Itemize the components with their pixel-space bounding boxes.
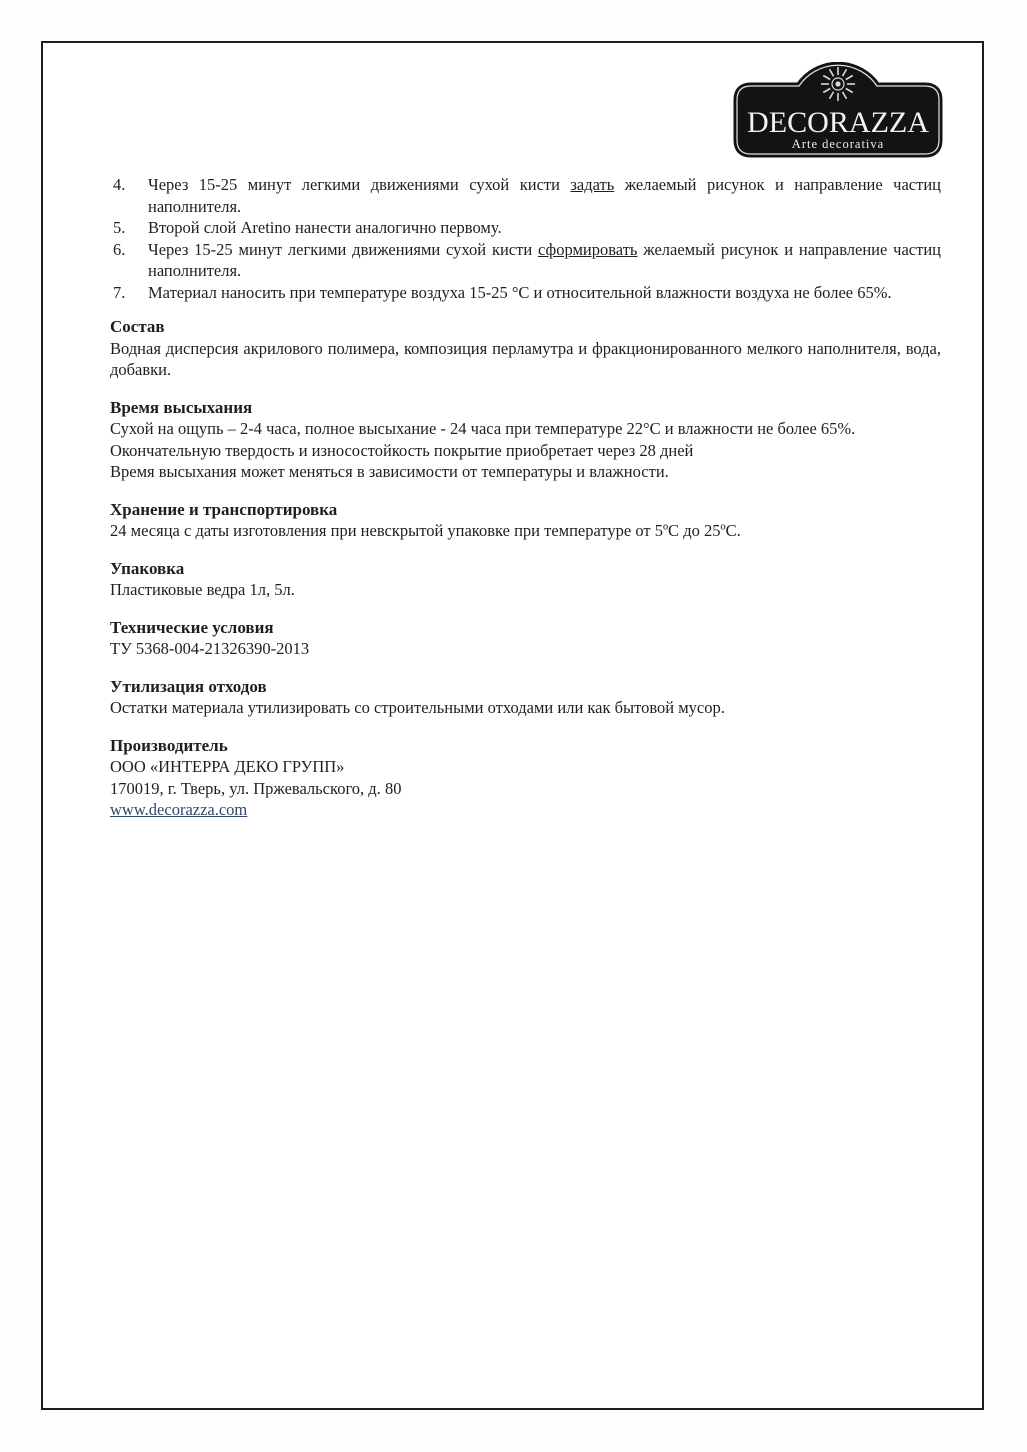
list-item-number: 6. — [113, 239, 126, 259]
sections — [110, 316, 941, 837]
section-title: Время высыхания — [110, 397, 253, 417]
text-segment: Материал наносить при температуре воздуха 15-25 °С и относительной влажности воздуха не более 65%. — [148, 282, 892, 302]
text-segment: желаемый рисунок и направление частиц наполнителя. — [148, 239, 941, 280]
section — [110, 499, 941, 542]
website-line — [110, 799, 941, 821]
section — [110, 617, 941, 660]
list-item-text — [148, 175, 941, 216]
brand-logo — [733, 62, 943, 159]
section-line: Окончательную твердость и износостойкость покрытие приобретает через 28 дней — [110, 440, 694, 460]
section-title: Упаковка — [110, 558, 185, 578]
section-title: Хранение и транспортировка — [110, 499, 338, 519]
section — [110, 558, 941, 601]
underlined-term: сформировать — [537, 239, 638, 259]
text-segment: Через 15-25 минут легкими движениями сухой кисти — [148, 175, 571, 194]
section-line: Сухой на ощупь – 2-4 часа, полное высыхание - 24 часа при температуре 22°С и влажности не более 65%. — [110, 419, 856, 438]
text-segment: Через 15-25 минут легкими движениями сухой кисти — [148, 239, 538, 259]
section-title: Технические условия — [110, 617, 274, 637]
section-line: ООО «ИНТЕРРА ДЕКО ГРУПП» — [110, 757, 345, 776]
section — [110, 397, 941, 483]
section-title: Состав — [110, 317, 165, 336]
section-line: 24 месяца с даты изготовления при невскрытой упаковке при температуре от 5ºС до 25ºС. — [110, 521, 741, 540]
list-item-number: 5. — [113, 218, 126, 237]
list-item — [110, 239, 941, 282]
section-line: Остатки материала утилизировать со строительными отходами или как бытовой мусор. — [110, 698, 725, 717]
list-item-number: 7. — [113, 282, 126, 302]
list-item — [110, 217, 941, 239]
section-line: Пластиковые ведра 1л, 5л. — [110, 580, 295, 599]
section-line: 170019, г. Тверь, ул. Пржевальского, д. 80 — [110, 778, 402, 798]
logo-brand-text: DECORAZZA — [747, 106, 930, 139]
list-item-number: 4. — [113, 175, 126, 194]
text-segment: желаемый рисунок и направление частиц наполнителя. — [148, 175, 941, 216]
section-title: Утилизация отходов — [110, 676, 267, 696]
text-segment: Второй слой Aretino нанести аналогично первому. — [148, 218, 502, 237]
list-item — [110, 282, 941, 304]
numbered-list — [110, 174, 941, 303]
section — [110, 316, 941, 381]
list-item-text — [148, 240, 941, 281]
underlined-term: задать — [570, 175, 615, 194]
website-link[interactable]: www.decorazza.com — [110, 800, 248, 819]
section — [110, 735, 941, 821]
section-line: Время высыхания может меняться в зависимости от температуры и влажности. — [110, 462, 669, 481]
section — [110, 676, 941, 719]
section-line: ТУ 5368-004-21326390-2013 — [110, 639, 310, 658]
logo-tagline: Arte decorativa — [791, 137, 885, 151]
section-title: Производитель — [110, 735, 228, 755]
logo-badge — [733, 62, 943, 159]
list-item-text — [148, 283, 892, 302]
section-line: Водная дисперсия акрилового полимера, композиция перламутра и фракционированного мелкого наполнителя, вода, добавки. — [110, 338, 941, 379]
list-item — [110, 174, 941, 217]
list-item-text — [148, 218, 502, 237]
